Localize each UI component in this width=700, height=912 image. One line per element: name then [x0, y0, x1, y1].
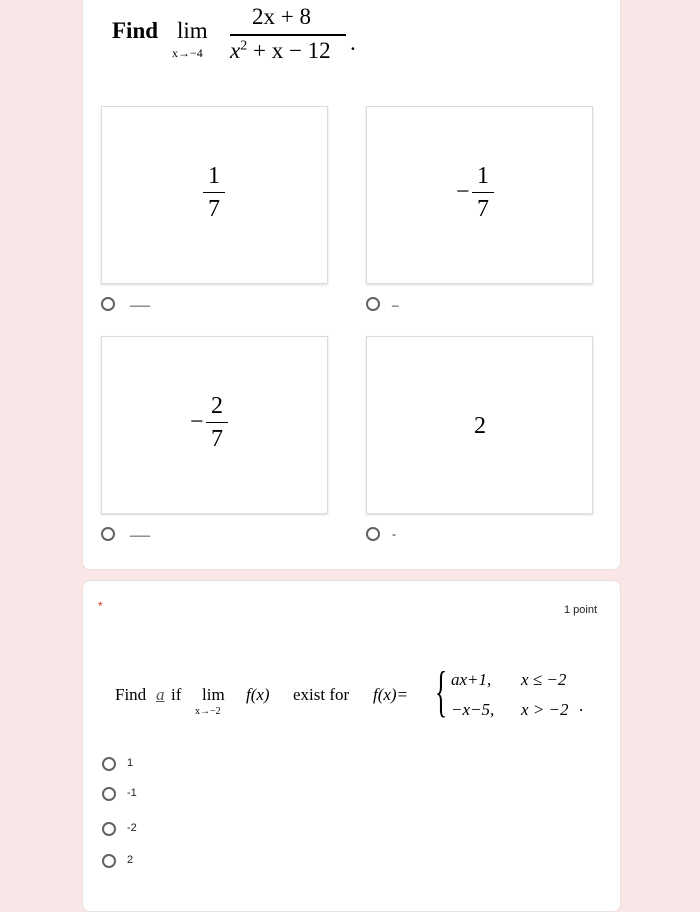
option-3-label: ___	[130, 523, 151, 537]
option-image-1[interactable]	[101, 106, 328, 284]
fraction-neg-1-7: − 1 7	[472, 163, 494, 223]
question-card-2	[82, 580, 621, 912]
option-image-2[interactable]	[366, 106, 593, 284]
q2-option-4-label: 2	[127, 854, 134, 866]
q2-option-1-label: 1	[127, 757, 134, 769]
case-1-expr: ax+1,	[451, 670, 492, 689]
q2-option-4-radio[interactable]	[102, 854, 116, 868]
fx-definition: f(x)=	[373, 685, 409, 704]
period: .	[350, 30, 356, 55]
lim-subscript: x→−4	[172, 46, 203, 60]
required-mark: *	[98, 599, 103, 613]
exist-for: exist for	[293, 685, 350, 704]
fx-term: f(x)	[246, 685, 270, 704]
q2-option-2-label: -1	[127, 787, 137, 799]
lim-subscript-2: x→−2	[195, 706, 221, 717]
curly-brace: {	[435, 661, 448, 723]
option-image-4[interactable]	[366, 336, 593, 514]
fraction-bar	[230, 34, 346, 36]
option-2-label: _	[392, 293, 399, 307]
numerator: 2x + 8	[252, 4, 311, 29]
q2-option-1-radio[interactable]	[102, 757, 116, 771]
option-1-radio[interactable]	[101, 297, 115, 311]
case-2-expr: −x−5,	[451, 700, 495, 719]
denominator: $x^2 + x - 12$	[230, 38, 331, 63]
q2-option-2-radio[interactable]	[102, 787, 116, 801]
option-2-radio[interactable]	[366, 297, 380, 311]
period-2: .	[579, 696, 584, 715]
points-label: 1 point	[563, 604, 597, 616]
option-4-label: -	[392, 527, 396, 541]
case-1-cond: x ≤ −2	[521, 670, 567, 689]
option-4-radio[interactable]	[366, 527, 380, 541]
q2-option-3-label: -2	[127, 822, 137, 834]
fraction-neg-2-7: − 2 7	[206, 393, 228, 453]
lim-word-2: lim	[202, 685, 225, 704]
find-word-2: Find	[115, 685, 147, 704]
question-2-text	[115, 661, 615, 726]
option-1-label: ___	[130, 293, 151, 307]
lim-word: lim	[177, 18, 208, 43]
fraction-1-7: 1 7	[203, 163, 225, 223]
option-3-radio[interactable]	[101, 527, 115, 541]
find-word: Find	[112, 18, 159, 43]
q2-option-3-radio[interactable]	[102, 822, 116, 836]
case-2-cond: x > −2	[521, 700, 569, 719]
option-image-3[interactable]	[101, 336, 328, 514]
value-2: 2	[474, 413, 486, 439]
variable-a: a	[156, 685, 165, 704]
if-word: if	[171, 685, 182, 704]
